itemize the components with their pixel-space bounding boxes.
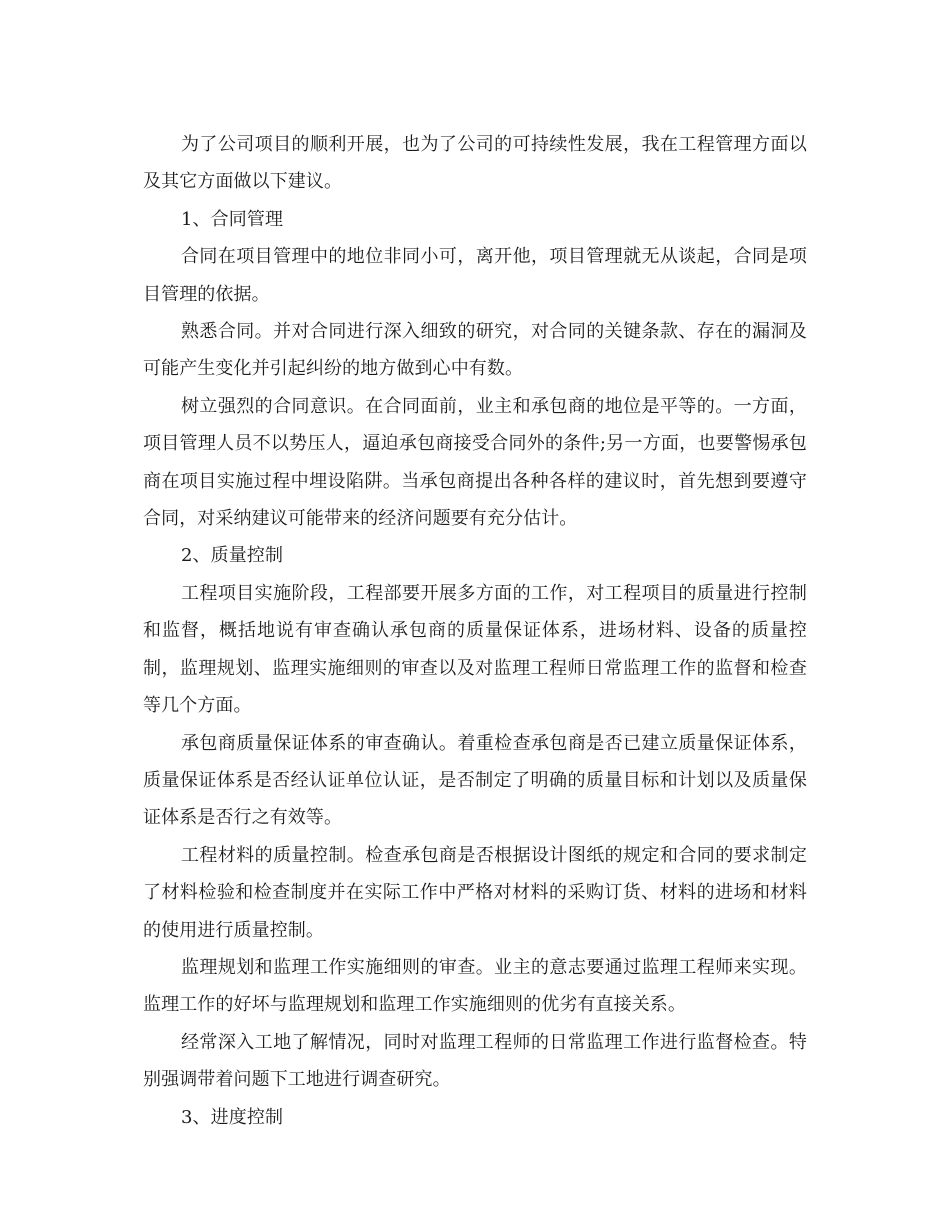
section-heading-contract-management: 1、合同管理 [181,208,284,230]
body-paragraph: 监理规划和监理工作实施细则的审查。业主的意志要通过监理工程师来实现。监理工作的好坏与监理规划和监理工作实施细则的优劣有直接关系。 [143,956,807,1016]
intro-paragraph: 为了公司项目的顺利开展，也为了公司的可持续性发展，我在工程管理方面以及其它方面做以下建议。 [143,134,807,193]
section-heading-schedule-control: 3、进度控制 [181,1106,284,1128]
body-paragraph: 树立强烈的合同意识。在合同面前，业主和承包商的地位是平等的。一方面，项目管理人员不以势压人，逼迫承包商接受合同外的条件;另一方面，也要警惕承包商在项目实施过程中埋设陷阱。当承包商提出各种各样的建议时，首先想到要遵守合同，对采纳建议可能带来的经济问题要有充分估计。 [143,395,807,530]
body-paragraph: 熟悉合同。并对合同进行深入细致的研究，对合同的关键条款、存在的漏洞及可能产生变化并引起纠纷的地方做到心中有数。 [143,321,807,380]
body-paragraph: 合同在项目管理中的地位非同小可，离开他，项目管理就无从谈起，合同是项目管理的依据。 [143,246,807,305]
body-paragraph: 工程材料的质量控制。检查承包商是否根据设计图纸的规定和合同的要求制定了材料检验和检查制度并在实际工作中严格对材料的采购订货、材料的进场和材料的使用进行质量控制。 [143,844,807,941]
document-body [143,126,807,1136]
body-paragraph: 经常深入工地了解情况，同时对监理工程师的日常监理工作进行监督检查。特别强调带着问题下工地进行调查研究。 [143,1031,807,1091]
body-paragraph: 承包商质量保证体系的审查确认。着重检查承包商是否已建立质量保证体系，质量保证体系是否经认证单位认证，是否制定了明确的质量目标和计划以及质量保证体系是否行之有效等。 [143,732,807,829]
section-heading-quality-control: 2、质量控制 [181,545,284,567]
body-paragraph: 工程项目实施阶段，工程部要开展多方面的工作，对工程项目的质量进行控制和监督，概括地说有审查确认承包商的质量保证体系，进场材料、设备的质量控制，监理规划、监理实施细则的审查以及对监理工程师日常监理工作的监督和检查等几个方面。 [143,582,807,717]
